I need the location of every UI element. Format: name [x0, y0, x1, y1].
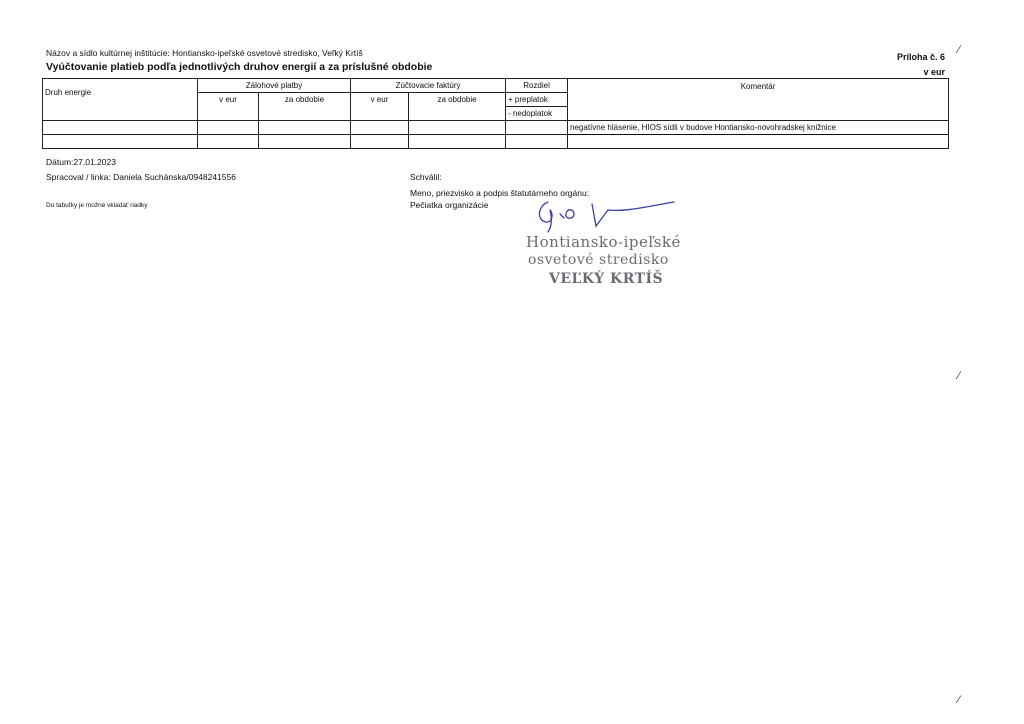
scan-mark-icon: ⁄: [958, 694, 960, 706]
invoice-eur-header: v eur: [351, 93, 409, 107]
advance-payments-header: Zálohové platby: [198, 79, 351, 93]
signatory-label: Meno, priezvisko a podpis štatutárneho orgánu:: [410, 188, 590, 198]
signature-mark: [530, 196, 680, 234]
energy-billing-table: [42, 78, 949, 149]
comment-cell: negatívne hlásenie, HIOS sídli v budove Hontiansko-novohradskej knižnice: [568, 121, 949, 135]
table-note: Do tabuľky je možné vkladať riadky: [46, 202, 148, 209]
table-row: [43, 135, 949, 149]
table-row: [43, 121, 949, 135]
table-header-row-1: [43, 79, 949, 93]
difference-plus-label: + preplatok: [506, 93, 568, 107]
advance-period-header: za obdobie: [259, 93, 351, 107]
annex-label: Príloha č. 6: [896, 52, 945, 62]
processor-line: Spracoval / linka: Daniela Suchánska/0948241556: [46, 172, 236, 182]
scan-mark-icon: ⁄: [958, 370, 960, 382]
document-title: Vyúčtovanie platieb podľa jednotlivých druhov energií a za príslušné obdobie: [46, 61, 433, 73]
unit-label: v eur: [923, 67, 945, 77]
institution-line: Názov a sídlo kultúrnej inštitúcie: Hontiansko-ipeľské osvetové stredisko, Veľký Krtíš: [46, 48, 363, 58]
comment-header: Komentár: [568, 79, 949, 121]
invoices-header: Zúčtovacie faktúry: [351, 79, 506, 93]
advance-eur-header: v eur: [198, 93, 259, 107]
stamp-line-2: osvetové stredisko: [528, 252, 669, 268]
approved-label: Schválil:: [410, 172, 442, 182]
col-energy-type-header: Druh energie: [43, 79, 198, 107]
stamp-label: Pečiatka organizácie: [410, 200, 489, 210]
invoice-period-header: za obdobie: [409, 93, 506, 107]
difference-minus-label: - nedoplatok: [506, 107, 568, 121]
scan-mark-icon: ⁄: [958, 44, 960, 56]
stamp-line-3: VEĽKÝ KRTÍŠ: [549, 271, 664, 287]
stamp-line-1: Hontiansko-ipeľské: [526, 233, 681, 251]
difference-header: Rozdiel: [506, 79, 568, 93]
date-line: Dátum:27.01.2023: [46, 157, 116, 167]
